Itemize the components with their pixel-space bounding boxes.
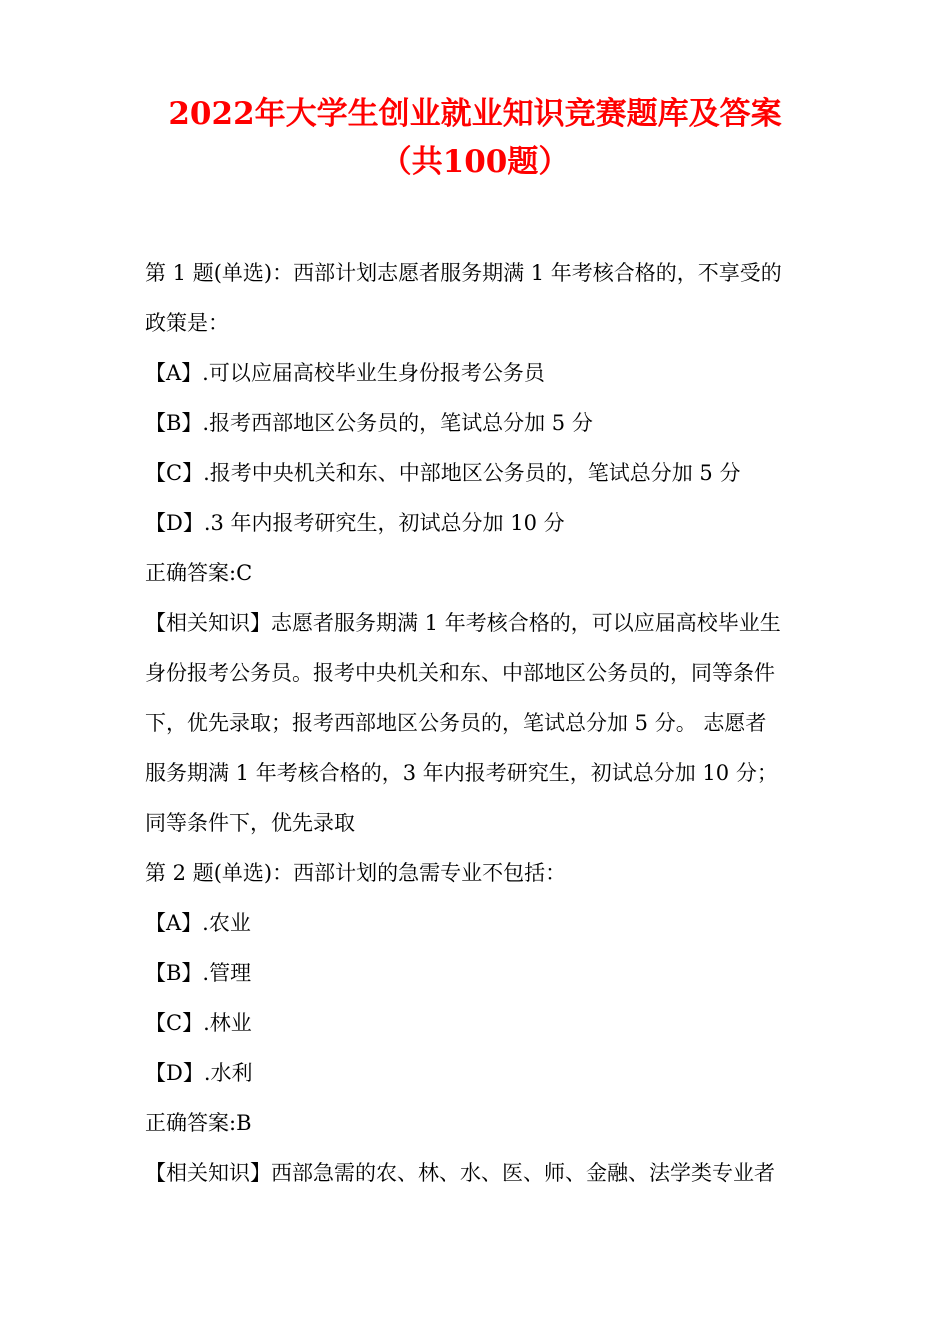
related-knowledge-line: 同等条件下，优先录取 (145, 811, 355, 835)
option-a: 【A】.可以应届高校毕业生身份报考公务员 (145, 361, 545, 385)
option-b: 【B】.管理 (145, 961, 252, 985)
question-stem-line: 政策是： (145, 311, 229, 335)
correct-answer: 正确答案:C (145, 561, 253, 585)
option-c: 【C】.报考中央机关和东、中部地区公务员的，笔试总分加 5 分 (145, 461, 741, 485)
option-d: 【D】.3 年内报考研究生，初试总分加 10 分 (145, 511, 565, 535)
question-stem-line: 第 2 题(单选)：西部计划的急需专业不包括： (145, 861, 567, 885)
option-a: 【A】.农业 (145, 911, 251, 935)
related-knowledge-line: 【相关知识】志愿者服务期满 1 年考核合格的，可以应届高校毕业生 (145, 611, 781, 635)
related-knowledge-line: 下，优先录取；报考西部地区公务员的，笔试总分加 5 分。 志愿者 (145, 711, 767, 735)
document-title: 2022年大学生创业就业知识竞赛题库及答案 (168, 96, 782, 132)
option-b: 【B】.报考西部地区公务员的，笔试总分加 5 分 (145, 411, 593, 435)
question-2 (145, 848, 825, 1198)
correct-answer: 正确答案:B (145, 1111, 252, 1135)
option-d: 【D】.水利 (145, 1061, 253, 1085)
document-subtitle: （共100题） (380, 144, 570, 180)
question-list (145, 248, 825, 1198)
related-knowledge-line: 【相关知识】西部急需的农、林、水、医、师、金融、法学类专业者 (145, 1161, 775, 1185)
related-knowledge-line: 服务期满 1 年考核合格的，3 年内报考研究生，初试总分加 10 分； (145, 761, 778, 785)
option-c: 【C】.林业 (145, 1011, 252, 1035)
related-knowledge-line: 身份报考公务员。报考中央机关和东、中部地区公务员的，同等条件 (145, 661, 775, 685)
question-1 (145, 248, 825, 848)
question-stem-line: 第 1 题(单选)：西部计划志愿者服务期满 1 年考核合格的，不享受的 (145, 261, 782, 285)
